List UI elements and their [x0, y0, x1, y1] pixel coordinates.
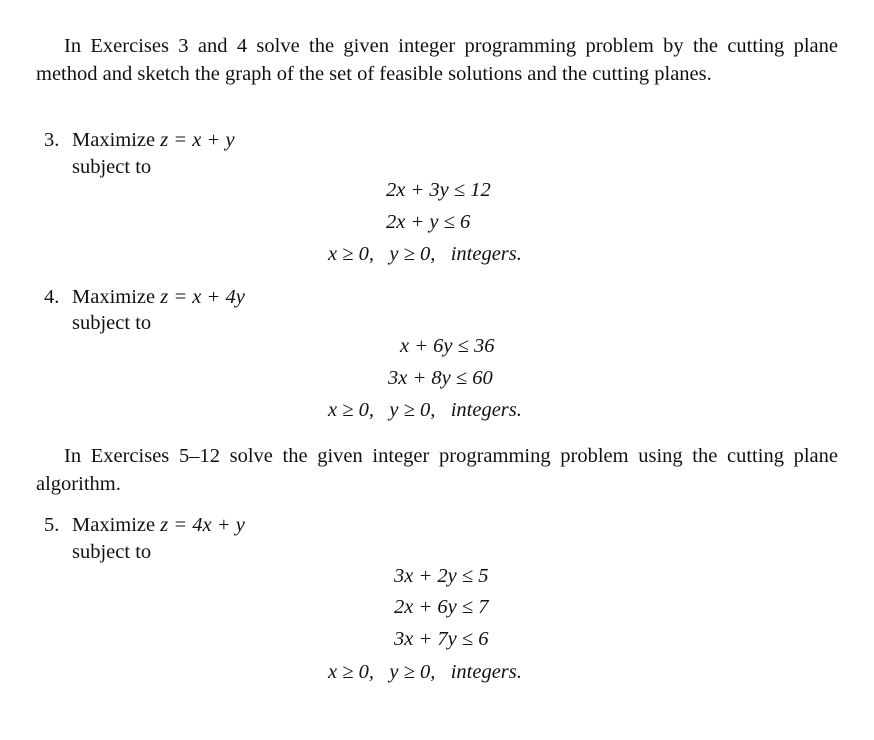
- objective-label: Maximize: [72, 129, 156, 151]
- objective-function: z = 4x + y: [160, 514, 245, 536]
- exercise-4-nonnegativity: x ≥ 0, y ≥ 0, integers.: [328, 399, 522, 421]
- objective-function: z = x + 4y: [160, 286, 245, 308]
- exercise-5-subject-to: subject to: [72, 541, 152, 563]
- exercise-4-constraint-1: x + 6y ≤ 36: [400, 335, 495, 357]
- intro-paragraph-exercises-5-12: In Exercises 5–12 solve the given integer programming problem using the cutting plane algorithm.: [36, 445, 838, 495]
- exercise-3-heading: [44, 127, 235, 154]
- objective-label: Maximize: [72, 514, 156, 536]
- exercise-number: 4.: [44, 286, 60, 308]
- exercise-number: 3.: [44, 129, 60, 151]
- exercise-5-constraint-2: 2x + 6y ≤ 7: [394, 596, 489, 618]
- exercise-3-nonnegativity: x ≥ 0, y ≥ 0, integers.: [328, 243, 522, 265]
- intro-paragraph-exercises-3-4: In Exercises 3 and 4 solve the given integer programming problem by the cutting plane method and sketch the graph of the set of feasible solutions and the cutting planes.: [36, 35, 838, 85]
- exercise-number: 5.: [44, 514, 60, 536]
- exercise-3-subject-to: subject to: [72, 156, 152, 178]
- exercise-5-heading: [44, 512, 245, 539]
- exercise-5-nonnegativity: x ≥ 0, y ≥ 0, integers.: [328, 661, 522, 683]
- exercise-4-heading: [44, 284, 245, 311]
- exercise-4-constraint-2: 3x + 8y ≤ 60: [388, 367, 493, 389]
- exercise-5-constraint-1: 3x + 2y ≤ 5: [394, 565, 489, 587]
- exercise-3-constraint-2: 2x + y ≤ 6: [386, 211, 471, 233]
- exercise-5-constraint-3: 3x + 7y ≤ 6: [394, 628, 489, 650]
- exercise-3-constraint-1: 2x + 3y ≤ 12: [386, 179, 491, 201]
- objective-function: z = x + y: [160, 129, 235, 151]
- objective-label: Maximize: [72, 286, 156, 308]
- exercise-4-subject-to: subject to: [72, 312, 152, 334]
